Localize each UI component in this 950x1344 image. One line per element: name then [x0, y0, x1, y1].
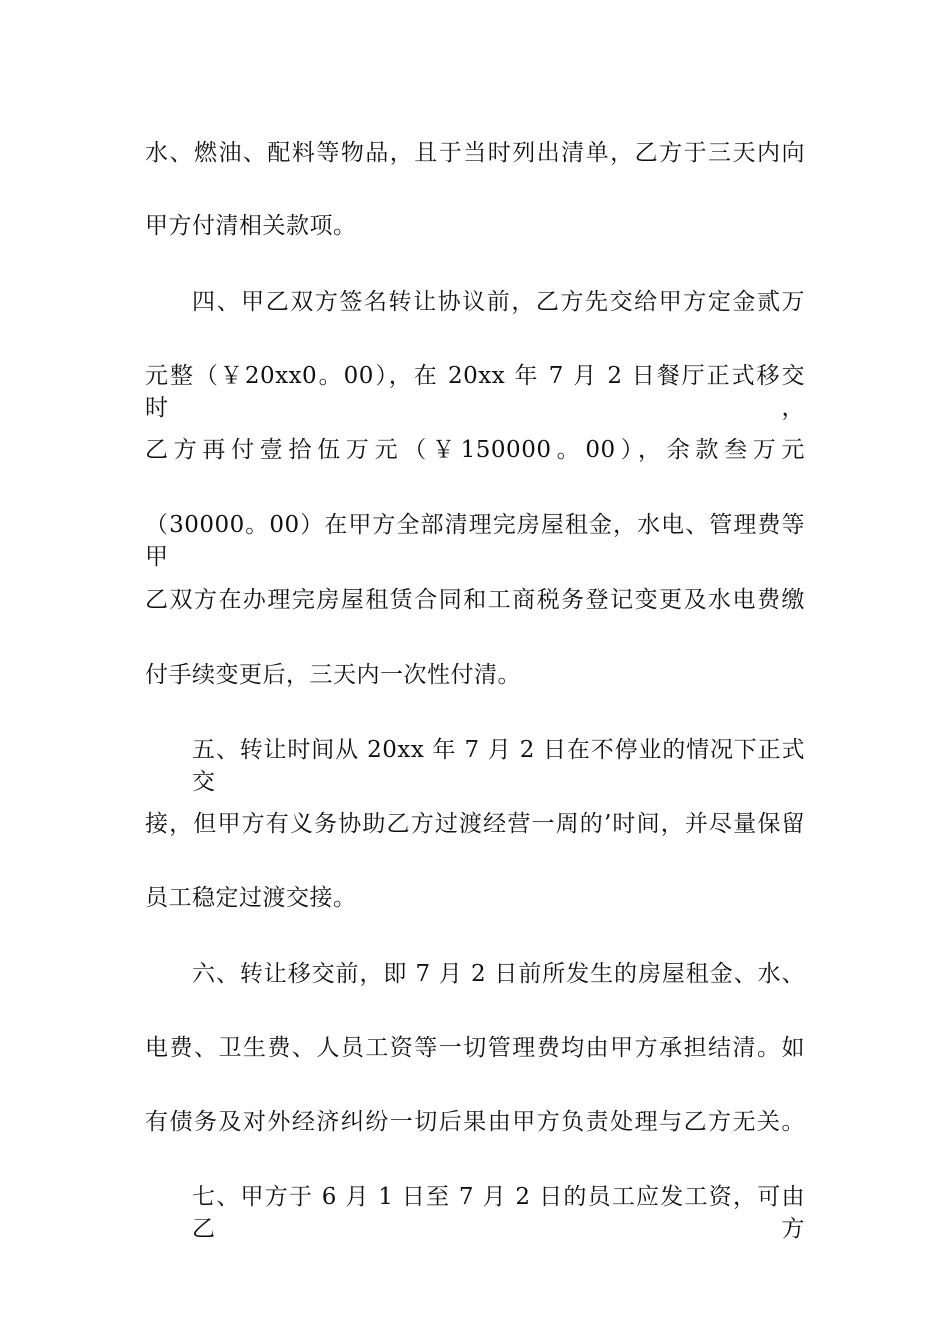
text-line: 乙方再付壹拾伍万元（￥150000。00），余款叁万元 [145, 437, 805, 463]
text-line: 接，但甲方有义务协助乙方过渡经营一周的’时间，并尽量保留 [145, 811, 805, 837]
text-line: 电费、卫生费、人员工资等一切管理费均由甲方承担结清。如 [145, 1035, 805, 1061]
text-line: 乙双方在办理完房屋租赁合同和工商税务登记变更及水电费缴 [145, 587, 805, 613]
text-line: （30000。00）在甲方全部清理完房屋租金，水电、管理费等甲 [145, 512, 805, 570]
paragraph-start-line: 六、转让移交前，即 7 月 2 日前所发生的房屋租金、水、 [192, 961, 805, 987]
paragraph-start-line: 四、甲乙双方签名转让协议前，乙方先交给甲方定金贰万 [192, 289, 805, 315]
text-line: 有债务及对外经济纠纷一切后果由甲方负责处理与乙方无关。 [145, 1109, 805, 1135]
text-line: 水、燃油、配料等物品，且于当时列出清单，乙方于三天内向 [145, 140, 805, 166]
paragraph-start-line: 七、甲方于 6 月 1 日至 7 月 2 日的员工应发工资，可由乙方 [192, 1184, 805, 1242]
text-line: 员工稳定过渡交接。 [145, 885, 357, 911]
text-line: 元整（￥20xx0。00），在 20xx 年 7 月 2 日餐厅正式移交时， [145, 363, 805, 421]
paragraph-start-line: 五、转让时间从 20xx 年 7 月 2 日在不停业的情况下正式交 [192, 737, 805, 795]
text-line: 甲方付清相关款项。 [145, 213, 357, 239]
text-line: 付手续变更后，三天内一次性付清。 [145, 662, 521, 688]
